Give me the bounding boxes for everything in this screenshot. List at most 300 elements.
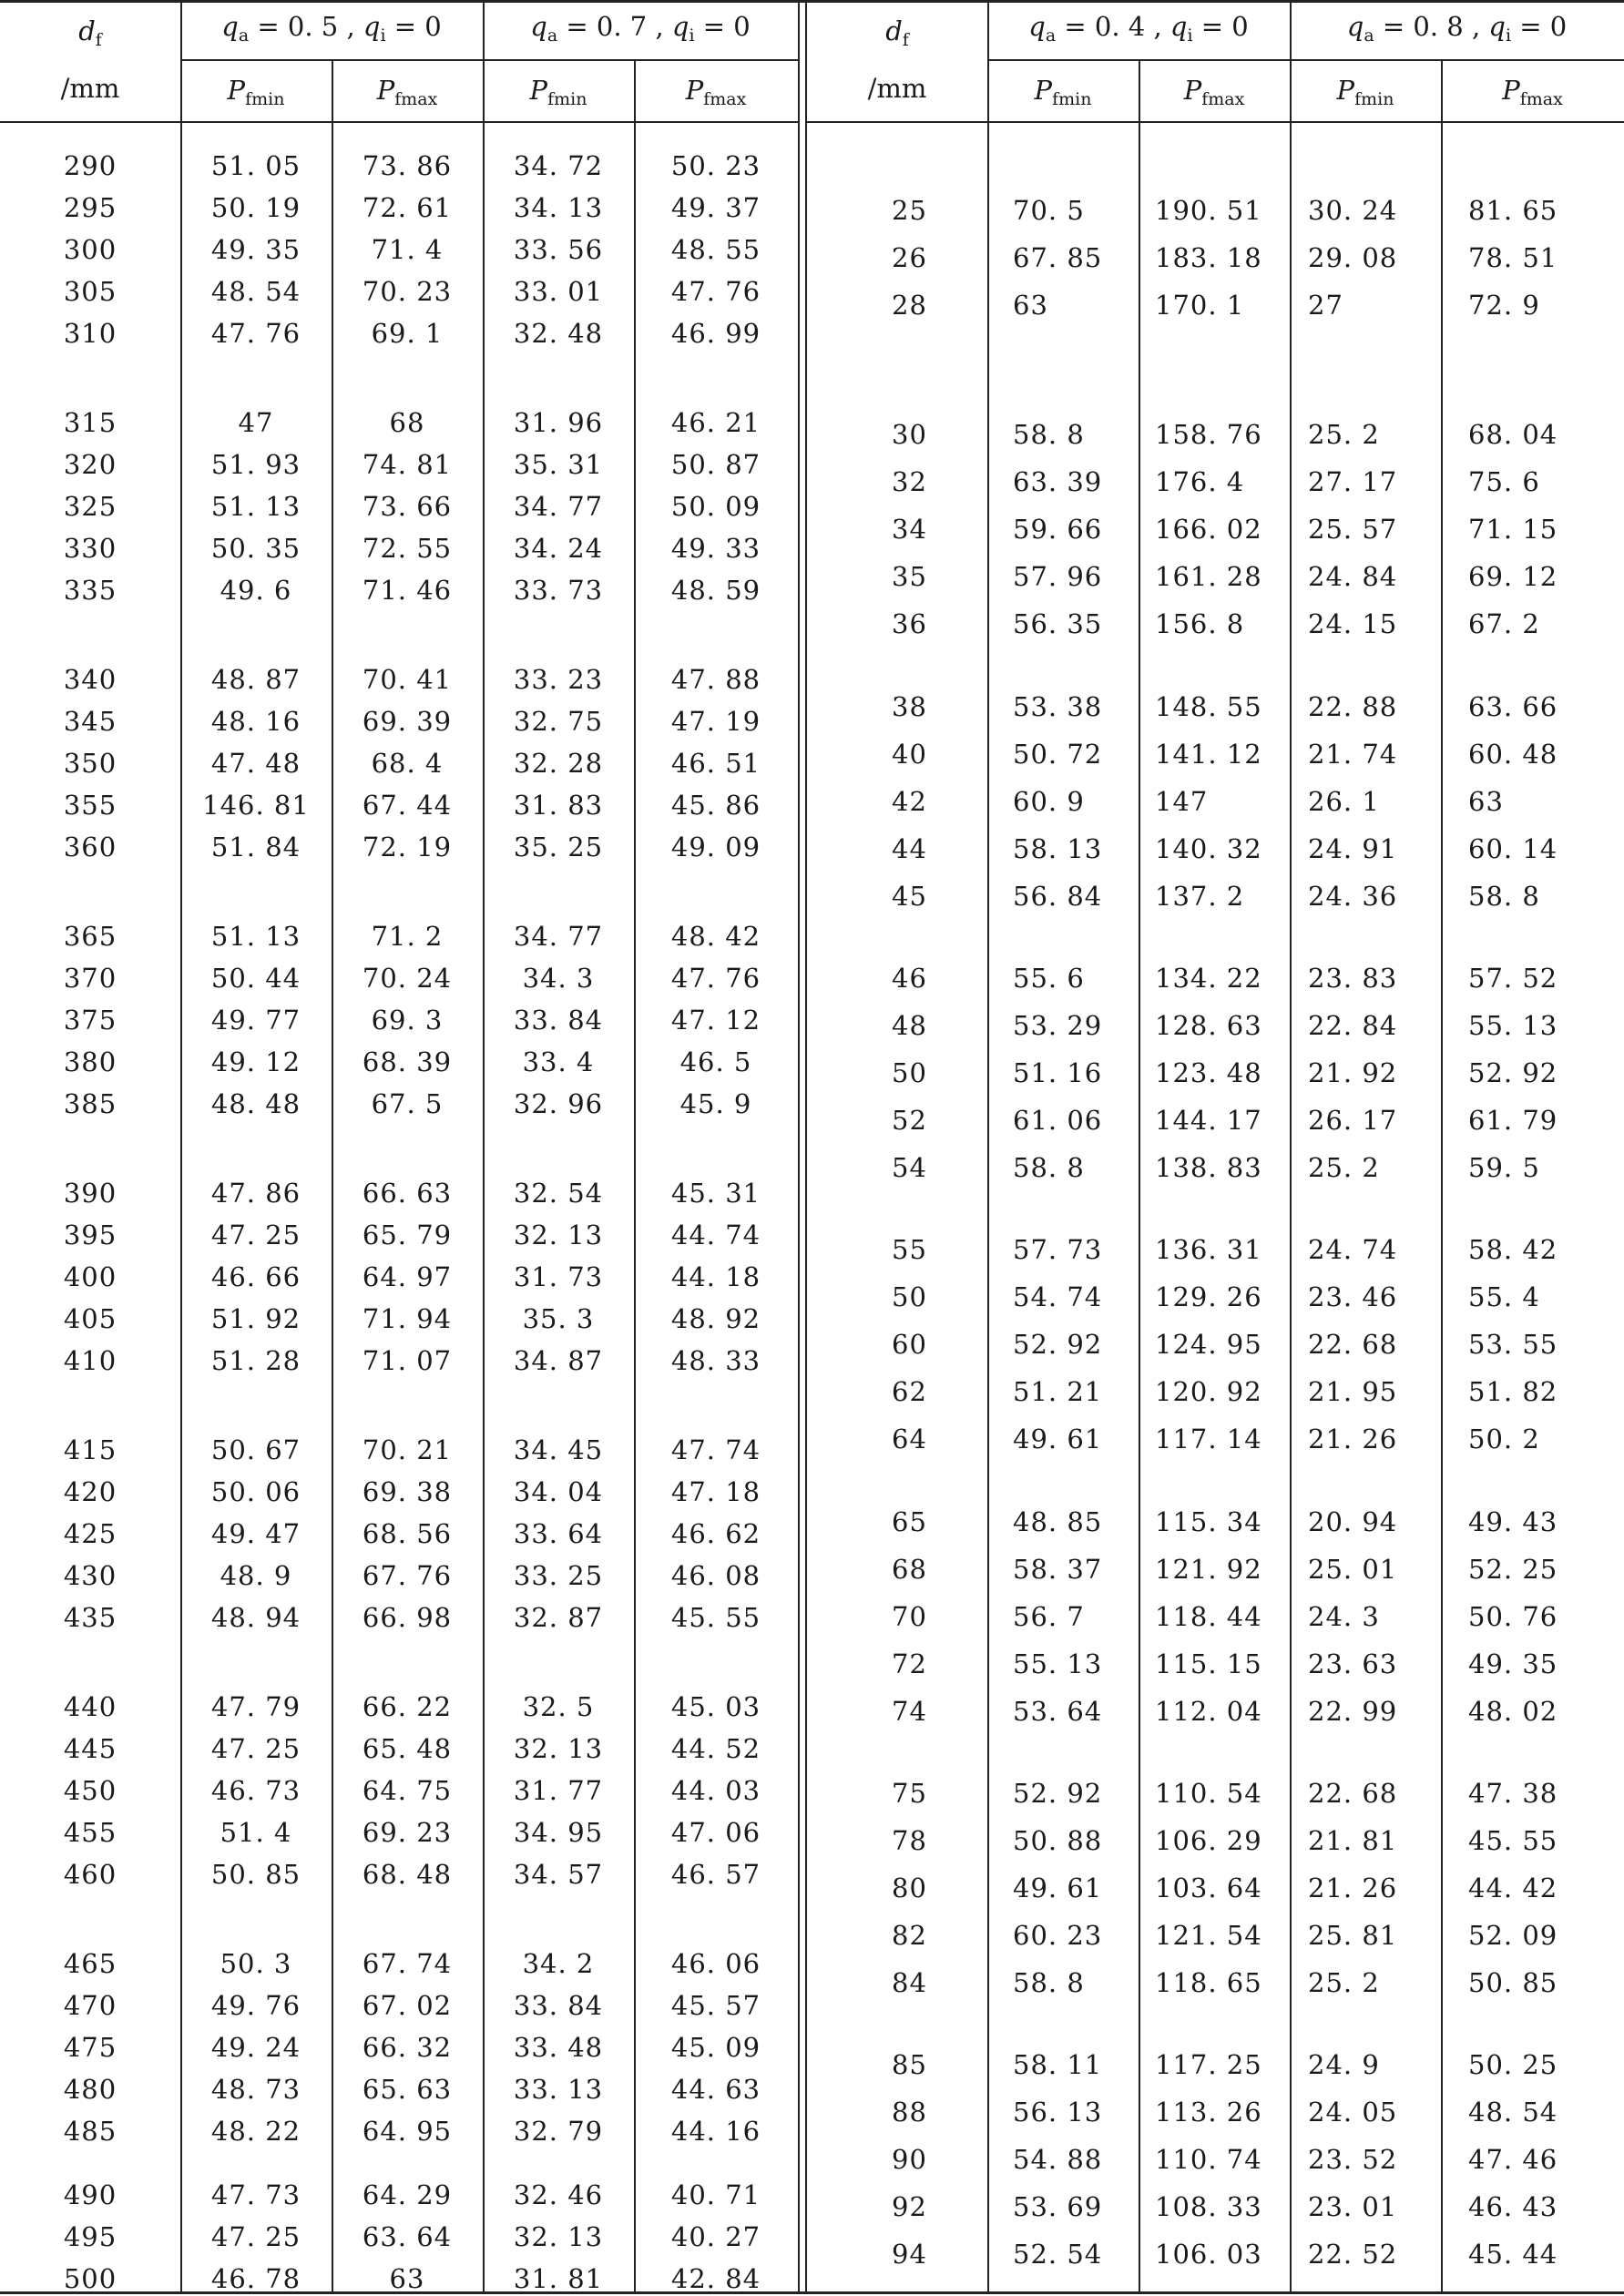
left-panel-cell-r34-c3: 34. 57 [513, 1859, 604, 1890]
right-panel-cell-r11-c2: 140. 32 [1155, 833, 1262, 864]
right-panel-cell-r3-c2: 158. 76 [1155, 419, 1262, 450]
right-panel-cell-r8-c4: 63. 66 [1468, 691, 1558, 722]
left-panel-cell-r11-c1: 48. 16 [210, 706, 301, 737]
left-panel-cell-r39-c1: 48. 22 [210, 2116, 301, 2147]
right-panel-cell-r31-c4: 52. 09 [1468, 1920, 1558, 1951]
left-panel-cell-r19-c0: 385 [63, 1088, 117, 1119]
left-panel-cell-r13-c0: 355 [63, 790, 117, 821]
right-panel-cell-r35-c0: 90 [892, 2144, 927, 2175]
left-panel-cell-r30-c0: 440 [63, 1691, 117, 1722]
right-panel-cell-r17-c2: 138. 83 [1155, 1152, 1262, 1183]
right-panel-cell-r22-c3: 21. 26 [1308, 1424, 1398, 1454]
right-panel-cell-r21-c4: 51. 82 [1468, 1376, 1558, 1407]
left-panel-cell-r40-c4: 40. 71 [670, 2179, 761, 2210]
right-panel-cell-r34-c2: 113. 26 [1155, 2097, 1262, 2128]
left-panel-cell-r20-c3: 32. 54 [513, 1178, 604, 1209]
left-panel-cell-r25-c1: 50. 67 [210, 1434, 301, 1465]
left-panel-cell-r30-c4: 45. 03 [670, 1691, 761, 1722]
left-panel-cell-r12-c4: 46. 51 [670, 748, 761, 779]
right-panel-cell-r29-c1: 50. 88 [1013, 1825, 1103, 1856]
right-panel-cell-r15-c4: 52. 92 [1468, 1057, 1558, 1088]
left-panel-cell-r5-c4: 46. 21 [670, 407, 761, 438]
left-panel-cell-r10-c0: 340 [63, 664, 117, 695]
left-panel-cell-r6-c2: 74. 81 [362, 449, 453, 480]
right-panel-cell-r33-c1: 58. 11 [1013, 2049, 1103, 2080]
left-panel-cell-r35-c4: 46. 06 [670, 1948, 761, 1979]
right-panel-cell-r10-c1: 60. 9 [1013, 786, 1085, 817]
right-panel-cell-r8-c3: 22. 88 [1308, 691, 1398, 722]
right-panel-cell-r23-c2: 115. 34 [1155, 1506, 1262, 1537]
right-panel-cell-r3-c0: 30 [892, 419, 927, 450]
right-panel-cell-r29-c4: 45. 55 [1468, 1825, 1558, 1856]
right-panel-cell-r8-c2: 148. 55 [1155, 691, 1262, 722]
right-panel-cell-r20-c3: 22. 68 [1308, 1329, 1398, 1360]
right-panel-cell-r28-c4: 47. 38 [1468, 1778, 1558, 1809]
left-panel-cell-r10-c3: 33. 23 [513, 664, 604, 695]
left-panel-cell-r15-c4: 48. 42 [670, 921, 761, 952]
left-panel-cell-r26-c1: 50. 06 [210, 1476, 301, 1507]
right-panel-cell-r20-c2: 124. 95 [1155, 1329, 1262, 1360]
right-panel-cell-r27-c0: 74 [892, 1696, 927, 1727]
left-panel-cell-r23-c3: 35. 3 [522, 1303, 595, 1334]
right-panel-cell-r35-c3: 23. 52 [1308, 2144, 1398, 2175]
left-panel-cell-r41-c3: 32. 13 [513, 2221, 604, 2252]
left-panel-cell-r7-c1: 51. 13 [210, 491, 301, 522]
right-panel-cell-r29-c0: 78 [892, 1825, 927, 1856]
right-panel-cell-r19-c1: 54. 74 [1013, 1281, 1103, 1312]
left-panel-cell-r3-c1: 48. 54 [210, 276, 301, 307]
left-panel-cell-r37-c1: 49. 24 [210, 2032, 301, 2063]
left-panel-cell-r40-c1: 47. 73 [210, 2179, 301, 2210]
left-panel-cell-r39-c2: 64. 95 [362, 2116, 453, 2147]
left-panel-cell-r10-c4: 47. 88 [670, 664, 761, 695]
left-panel-cell-r41-c0: 495 [63, 2221, 117, 2252]
left-panel-cell-r5-c2: 68 [389, 407, 425, 438]
right-panel-cell-r3-c3: 25. 2 [1308, 419, 1380, 450]
right-panel-cell-r13-c1: 55. 6 [1013, 963, 1085, 994]
right-panel-col0-header: $d_f$ [885, 15, 909, 50]
left-panel-cell-r37-c2: 66. 32 [362, 2032, 453, 2063]
left-panel-cell-r42-c2: 63 [389, 2263, 425, 2294]
left-panel-cell-r31-c1: 47. 25 [210, 1733, 301, 1764]
right-panel-cell-r28-c3: 22. 68 [1308, 1778, 1398, 1809]
left-panel-cell-r16-c2: 70. 24 [362, 963, 453, 994]
left-panel-cell-r17-c4: 47. 12 [670, 1005, 761, 1036]
left-panel-cell-r21-c4: 44. 74 [670, 1219, 761, 1250]
left-panel-cell-r3-c2: 70. 23 [362, 276, 453, 307]
right-panel-cell-r31-c2: 121. 54 [1155, 1920, 1262, 1951]
left-panel-cell-r37-c4: 45. 09 [670, 2032, 761, 2063]
left-panel-cell-r20-c1: 47. 86 [210, 1178, 301, 1209]
right-panel-cell-r22-c1: 49. 61 [1013, 1424, 1103, 1454]
right-panel-cell-r26-c2: 115. 15 [1155, 1648, 1262, 1679]
left-panel-cell-r5-c0: 315 [63, 407, 117, 438]
left-panel-cell-r4-c0: 310 [63, 318, 117, 349]
left-panel-cell-r27-c2: 68. 56 [362, 1518, 453, 1549]
left-panel-cell-r34-c1: 50. 85 [210, 1859, 301, 1890]
right-panel-cell-r31-c3: 25. 81 [1308, 1920, 1398, 1951]
left-panel-cell-r36-c4: 45. 57 [670, 1990, 761, 2021]
right-panel-cell-r5-c4: 71. 15 [1468, 514, 1558, 545]
right-panel-cell-r37-c3: 22. 52 [1308, 2239, 1398, 2270]
right-panel-cell-r2-c2: 170. 1 [1155, 290, 1245, 321]
panel-separator-right [805, 0, 807, 2294]
left-panel-cell-r30-c3: 32. 5 [522, 1691, 595, 1722]
right-panel-cell-r16-c0: 52 [892, 1105, 927, 1136]
left-panel-cell-r18-c0: 380 [63, 1046, 117, 1077]
left-panel-cell-r41-c4: 40. 27 [670, 2221, 761, 2252]
left-panel-cell-r2-c4: 48. 55 [670, 234, 761, 265]
left-panel-cell-r8-c3: 34. 24 [513, 533, 604, 564]
left-panel-cell-r40-c2: 64. 29 [362, 2179, 453, 2210]
left-panel-cell-r0-c4: 50. 23 [670, 150, 761, 181]
left-panel-cell-r14-c3: 35. 25 [513, 832, 604, 862]
right-panel-cell-r34-c1: 56. 13 [1013, 2097, 1103, 2128]
right-panel-cell-r37-c0: 94 [892, 2239, 927, 2270]
left-panel-cell-r25-c0: 415 [63, 1434, 117, 1465]
right-panel-cell-r17-c4: 59. 5 [1468, 1152, 1540, 1183]
left-panel-cell-r8-c0: 330 [63, 533, 117, 564]
right-panel-cell-r7-c4: 67. 2 [1468, 608, 1540, 639]
right-panel-cell-r15-c3: 21. 92 [1308, 1057, 1398, 1088]
right-panel-cell-r2-c1: 63 [1013, 290, 1048, 321]
left-panel-cell-r17-c2: 69. 3 [371, 1005, 444, 1036]
right-panel-cell-r4-c2: 176. 4 [1155, 466, 1245, 497]
left-panel-cell-r2-c2: 71. 4 [371, 234, 444, 265]
left-panel-header-mid-line [180, 59, 798, 61]
left-panel-cell-r11-c2: 69. 39 [362, 706, 453, 737]
left-panel-cell-r34-c4: 46. 57 [670, 1859, 761, 1890]
left-panel-cell-r22-c1: 46. 66 [210, 1261, 301, 1292]
left-panel-cell-r21-c3: 32. 13 [513, 1219, 604, 1250]
right-panel-cell-r34-c3: 24. 05 [1308, 2097, 1398, 2128]
left-panel-cell-r32-c3: 31. 77 [513, 1775, 604, 1806]
left-panel-cell-r38-c0: 480 [63, 2074, 117, 2105]
right-panel-cell-r21-c0: 62 [892, 1376, 927, 1407]
left-panel-cell-r11-c3: 32. 75 [513, 706, 604, 737]
left-panel-cell-r5-c3: 31. 96 [513, 407, 604, 438]
right-panel-cell-r28-c2: 110. 54 [1155, 1778, 1262, 1809]
right-panel-cell-r26-c3: 23. 63 [1308, 1648, 1398, 1679]
left-panel-cell-r27-c4: 46. 62 [670, 1518, 761, 1549]
left-panel-cell-r22-c2: 64. 97 [362, 1261, 453, 1292]
left-panel-cell-r4-c2: 69. 1 [371, 318, 444, 349]
left-panel-cell-r35-c3: 34. 2 [522, 1948, 595, 1979]
right-panel-cell-r31-c0: 82 [892, 1920, 927, 1951]
right-panel-cell-r26-c1: 55. 13 [1013, 1648, 1103, 1679]
left-panel-cell-r21-c1: 47. 25 [210, 1219, 301, 1250]
left-panel-cell-r31-c3: 32. 13 [513, 1733, 604, 1764]
right-panel-cell-r27-c3: 22. 99 [1308, 1696, 1398, 1727]
right-panel-cell-r26-c4: 49. 35 [1468, 1648, 1558, 1679]
left-panel-cell-r23-c0: 405 [63, 1303, 117, 1334]
left-panel-cell-r26-c2: 69. 38 [362, 1476, 453, 1507]
right-panel-cell-r16-c2: 144. 17 [1155, 1105, 1262, 1136]
right-panel-cell-r10-c3: 26. 1 [1308, 786, 1380, 817]
left-panel-cell-r33-c4: 47. 06 [670, 1817, 761, 1848]
right-panel-cell-r25-c1: 56. 7 [1013, 1601, 1085, 1632]
right-panel-cell-r33-c4: 50. 25 [1468, 2049, 1558, 2080]
left-panel-subheader-pmax-4: $P_{fmax}$ [685, 75, 747, 109]
left-panel-cell-r27-c1: 49. 47 [210, 1518, 301, 1549]
right-panel-cell-r7-c2: 156. 8 [1155, 608, 1245, 639]
left-panel-cell-r22-c0: 400 [63, 1261, 117, 1292]
left-panel-cell-r28-c1: 48. 9 [220, 1560, 292, 1591]
right-panel-cell-r19-c3: 23. 46 [1308, 1281, 1398, 1312]
right-panel-cell-r2-c0: 28 [892, 290, 927, 321]
left-panel-cell-r9-c4: 48. 59 [670, 575, 761, 606]
right-panel-cell-r14-c3: 22. 84 [1308, 1010, 1398, 1041]
right-panel-cell-r18-c1: 57. 73 [1013, 1234, 1103, 1265]
left-panel-cell-r6-c0: 320 [63, 449, 117, 480]
left-panel-cell-r8-c4: 49. 33 [670, 533, 761, 564]
left-panel-cell-r7-c3: 34. 77 [513, 491, 604, 522]
left-panel-cell-r32-c0: 450 [63, 1775, 117, 1806]
left-panel-cell-r18-c1: 49. 12 [210, 1046, 301, 1077]
left-panel-cell-r27-c0: 425 [63, 1518, 117, 1549]
right-panel-cell-r24-c1: 58. 37 [1013, 1554, 1103, 1585]
right-panel-cell-r30-c4: 44. 42 [1468, 1873, 1558, 1903]
left-panel-cell-r1-c1: 50. 19 [210, 192, 301, 223]
right-panel-cell-r15-c1: 51. 16 [1013, 1057, 1103, 1088]
right-panel-cell-r37-c1: 52. 54 [1013, 2239, 1103, 2270]
right-panel-cell-r22-c0: 64 [892, 1424, 927, 1454]
left-panel-cell-r33-c2: 69. 23 [362, 1817, 453, 1848]
left-panel-cell-r9-c3: 33. 73 [513, 575, 604, 606]
left-panel-cell-r28-c4: 46. 08 [670, 1560, 761, 1591]
left-panel-cell-r8-c1: 50. 35 [210, 533, 301, 564]
left-panel-cell-r14-c1: 51. 84 [210, 832, 301, 862]
left-panel-cell-r1-c0: 295 [63, 192, 117, 223]
right-panel-cell-r9-c1: 50. 72 [1013, 739, 1103, 770]
left-panel-cell-r26-c0: 420 [63, 1476, 117, 1507]
left-panel-cell-r14-c4: 49. 09 [670, 832, 761, 862]
right-panel-cell-r0-c2: 190. 51 [1155, 195, 1262, 226]
right-panel-cell-r20-c0: 60 [892, 1329, 927, 1360]
left-panel-cell-r8-c2: 72. 55 [362, 533, 453, 564]
right-panel-cell-r21-c2: 120. 92 [1155, 1376, 1262, 1407]
left-panel-cell-r0-c1: 51. 05 [210, 150, 301, 181]
right-panel-col0-unit: /mm [867, 73, 927, 104]
right-panel-cell-r9-c2: 141. 12 [1155, 739, 1262, 770]
left-panel-cell-r0-c3: 34. 72 [513, 150, 604, 181]
right-panel-cell-r6-c0: 35 [892, 561, 927, 592]
right-panel-cell-r20-c1: 52. 92 [1013, 1329, 1103, 1360]
right-panel-cell-r22-c2: 117. 14 [1155, 1424, 1262, 1454]
right-panel-cell-r25-c3: 24. 3 [1308, 1601, 1380, 1632]
right-panel-cell-r34-c0: 88 [892, 2097, 927, 2128]
left-panel-cell-r18-c2: 68. 39 [362, 1046, 453, 1077]
left-panel-cell-r37-c0: 475 [63, 2032, 117, 2063]
right-panel-cell-r5-c2: 166. 02 [1155, 514, 1262, 545]
left-panel-cell-r29-c2: 66. 98 [362, 1602, 453, 1633]
left-panel-col0-header: $d_f$ [78, 15, 102, 50]
left-panel-header-bottom-line [0, 121, 798, 123]
left-panel-cell-r17-c1: 49. 77 [210, 1005, 301, 1036]
left-panel-cell-r4-c3: 32. 48 [513, 318, 604, 349]
left-panel-cell-r42-c1: 46. 78 [210, 2263, 301, 2294]
left-panel-cell-r9-c0: 335 [63, 575, 117, 606]
right-panel-cell-r24-c3: 25. 01 [1308, 1554, 1398, 1585]
left-panel-cell-r19-c1: 48. 48 [210, 1088, 301, 1119]
left-panel-cell-r30-c1: 47. 79 [210, 1691, 301, 1722]
left-panel-group1-header: $q_a = 0$. 5 , $q_i = 0$ [221, 11, 442, 46]
left-panel-cell-r28-c3: 33. 25 [513, 1560, 604, 1591]
left-panel-cell-r12-c2: 68. 4 [371, 748, 444, 779]
left-panel-cell-r17-c0: 375 [63, 1005, 117, 1036]
left-panel-cell-r40-c3: 32. 46 [513, 2179, 604, 2210]
right-panel-cell-r30-c1: 49. 61 [1013, 1873, 1103, 1903]
left-panel-cell-r29-c4: 45. 55 [670, 1602, 761, 1633]
right-panel-cell-r24-c4: 52. 25 [1468, 1554, 1558, 1585]
left-panel-cell-r14-c0: 360 [63, 832, 117, 862]
right-panel-cell-r23-c4: 49. 43 [1468, 1506, 1558, 1537]
right-panel-cell-r11-c1: 58. 13 [1013, 833, 1103, 864]
right-panel-cell-r0-c1: 70. 5 [1013, 195, 1085, 226]
right-panel-cell-r32-c0: 84 [892, 1967, 927, 1998]
right-panel-cell-r25-c2: 118. 44 [1155, 1601, 1262, 1632]
right-panel-cell-r33-c3: 24. 9 [1308, 2049, 1380, 2080]
left-panel-cell-r42-c3: 31. 81 [513, 2263, 604, 2294]
right-panel-cell-r0-c3: 30. 24 [1308, 195, 1398, 226]
right-panel-cell-r27-c1: 53. 64 [1013, 1696, 1103, 1727]
right-panel-cell-r9-c4: 60. 48 [1468, 739, 1558, 770]
left-panel-cell-r28-c0: 430 [63, 1560, 117, 1591]
left-panel-cell-r29-c3: 32. 87 [513, 1602, 604, 1633]
right-panel-cell-r0-c4: 81. 65 [1468, 195, 1558, 226]
left-panel-cell-r24-c1: 51. 28 [210, 1345, 301, 1376]
left-panel-cell-r29-c1: 48. 94 [210, 1602, 301, 1633]
left-panel-cell-r1-c2: 72. 61 [362, 192, 453, 223]
right-panel-cell-r10-c2: 147 [1155, 786, 1209, 817]
left-panel-cell-r20-c4: 45. 31 [670, 1178, 761, 1209]
left-panel-cell-r23-c2: 71. 94 [362, 1303, 453, 1334]
left-panel-cell-r25-c3: 34. 45 [513, 1434, 604, 1465]
right-panel-group2-header: $q_a = 0$. 8 , $q_i = 0$ [1346, 11, 1568, 46]
left-panel-cell-r38-c4: 44. 63 [670, 2074, 761, 2105]
left-panel-cell-r7-c2: 73. 66 [362, 491, 453, 522]
left-panel-cell-r35-c0: 465 [63, 1948, 117, 1979]
right-panel-cell-r34-c4: 48. 54 [1468, 2097, 1558, 2128]
right-panel-cell-r23-c0: 65 [892, 1506, 927, 1537]
right-panel-cell-r0-c0: 25 [892, 195, 927, 226]
left-panel-cell-r1-c4: 49. 37 [670, 192, 761, 223]
right-panel-cell-r16-c1: 61. 06 [1013, 1105, 1103, 1136]
right-panel-cell-r35-c1: 54. 88 [1013, 2144, 1103, 2175]
right-panel-cell-r23-c3: 20. 94 [1308, 1506, 1398, 1537]
left-panel-cell-r22-c3: 31. 73 [513, 1261, 604, 1292]
right-panel-cell-r4-c4: 75. 6 [1468, 466, 1540, 497]
right-panel-cell-r25-c0: 70 [892, 1601, 927, 1632]
right-panel-cell-r36-c2: 108. 33 [1155, 2191, 1262, 2222]
right-panel-cell-r11-c0: 44 [892, 833, 927, 864]
left-panel-cell-r1-c3: 34. 13 [513, 192, 604, 223]
left-panel-cell-r4-c1: 47. 76 [210, 318, 301, 349]
left-panel-cell-r15-c0: 365 [63, 921, 117, 952]
right-panel-cell-r30-c3: 21. 26 [1308, 1873, 1398, 1903]
left-panel-cell-r20-c0: 390 [63, 1178, 117, 1209]
right-panel-cell-r5-c3: 25. 57 [1308, 514, 1398, 545]
right-panel-cell-r18-c3: 24. 74 [1308, 1234, 1398, 1265]
right-panel-cell-r1-c4: 78. 51 [1468, 242, 1558, 273]
right-panel-cell-r19-c4: 55. 4 [1468, 1281, 1540, 1312]
right-panel-cell-r37-c4: 45. 44 [1468, 2239, 1558, 2270]
right-panel-vline-2 [1139, 59, 1140, 2294]
left-panel-cell-r6-c1: 51. 93 [210, 449, 301, 480]
right-panel-cell-r14-c1: 53. 29 [1013, 1010, 1103, 1041]
left-panel-cell-r3-c3: 33. 01 [513, 276, 604, 307]
right-panel-cell-r26-c0: 72 [892, 1648, 927, 1679]
right-panel-cell-r19-c2: 129. 26 [1155, 1281, 1262, 1312]
left-panel-cell-r21-c2: 65. 79 [362, 1219, 453, 1250]
left-panel-cell-r7-c4: 50. 09 [670, 491, 761, 522]
right-panel-cell-r14-c4: 55. 13 [1468, 1010, 1558, 1041]
left-panel-cell-r16-c3: 34. 3 [522, 963, 595, 994]
right-panel-subheader-pmax-4: $P_{fmax}$ [1502, 75, 1563, 109]
right-panel-cell-r6-c1: 57. 96 [1013, 561, 1103, 592]
left-panel-cell-r16-c1: 50. 44 [210, 963, 301, 994]
right-panel-cell-r8-c0: 38 [892, 691, 927, 722]
right-panel-cell-r7-c3: 24. 15 [1308, 608, 1398, 639]
right-panel-cell-r17-c1: 58. 8 [1013, 1152, 1085, 1183]
right-panel-cell-r36-c3: 23. 01 [1308, 2191, 1398, 2222]
right-panel-cell-r15-c0: 50 [892, 1057, 927, 1088]
left-panel-cell-r31-c2: 65. 48 [362, 1733, 453, 1764]
right-panel-cell-r10-c0: 42 [892, 786, 927, 817]
left-panel-cell-r42-c0: 500 [63, 2263, 117, 2294]
left-panel-cell-r24-c4: 48. 33 [670, 1345, 761, 1376]
right-panel-cell-r11-c4: 60. 14 [1468, 833, 1558, 864]
right-panel-cell-r20-c4: 53. 55 [1468, 1329, 1558, 1360]
right-panel-cell-r21-c3: 21. 95 [1308, 1376, 1398, 1407]
right-panel-cell-r30-c2: 103. 64 [1155, 1873, 1262, 1903]
left-panel-cell-r9-c2: 71. 46 [362, 575, 453, 606]
right-panel-cell-r18-c0: 55 [892, 1234, 927, 1265]
left-panel-cell-r25-c2: 70. 21 [362, 1434, 453, 1465]
left-panel-cell-r6-c4: 50. 87 [670, 449, 761, 480]
left-panel-cell-r33-c3: 34. 95 [513, 1817, 604, 1848]
left-panel-cell-r36-c0: 470 [63, 1990, 117, 2021]
right-panel-cell-r2-c3: 27 [1308, 290, 1343, 321]
left-panel-cell-r19-c2: 67. 5 [371, 1088, 444, 1119]
left-panel-cell-r12-c1: 47. 48 [210, 748, 301, 779]
right-panel-cell-r28-c0: 75 [892, 1778, 927, 1809]
left-panel-cell-r39-c0: 485 [63, 2116, 117, 2147]
left-panel-cell-r16-c0: 370 [63, 963, 117, 994]
left-panel-cell-r23-c4: 48. 92 [670, 1303, 761, 1334]
right-panel-cell-r6-c4: 69. 12 [1468, 561, 1558, 592]
left-panel-cell-r13-c1: 146. 81 [202, 790, 310, 821]
right-panel-cell-r1-c3: 29. 08 [1308, 242, 1398, 273]
left-panel-cell-r2-c3: 33. 56 [513, 234, 604, 265]
left-panel-cell-r34-c2: 68. 48 [362, 1859, 453, 1890]
left-panel-cell-r13-c3: 31. 83 [513, 790, 604, 821]
left-panel-cell-r38-c1: 48. 73 [210, 2074, 301, 2105]
left-panel-cell-r3-c4: 47. 76 [670, 276, 761, 307]
left-panel-cell-r18-c3: 33. 4 [522, 1046, 595, 1077]
left-panel-cell-r36-c2: 67. 02 [362, 1990, 453, 2021]
left-panel-cell-r40-c0: 490 [63, 2179, 117, 2210]
left-panel-cell-r15-c1: 51. 13 [210, 921, 301, 952]
left-panel-cell-r37-c3: 33. 48 [513, 2032, 604, 2063]
right-panel-cell-r5-c0: 34 [892, 514, 927, 545]
left-panel-cell-r33-c0: 455 [63, 1817, 117, 1848]
left-panel-cell-r20-c2: 66. 63 [362, 1178, 453, 1209]
right-panel-cell-r4-c1: 63. 39 [1013, 466, 1103, 497]
right-panel-cell-r32-c4: 50. 85 [1468, 1967, 1558, 1998]
right-panel-cell-r36-c1: 53. 69 [1013, 2191, 1103, 2222]
left-panel-cell-r27-c3: 33. 64 [513, 1518, 604, 1549]
